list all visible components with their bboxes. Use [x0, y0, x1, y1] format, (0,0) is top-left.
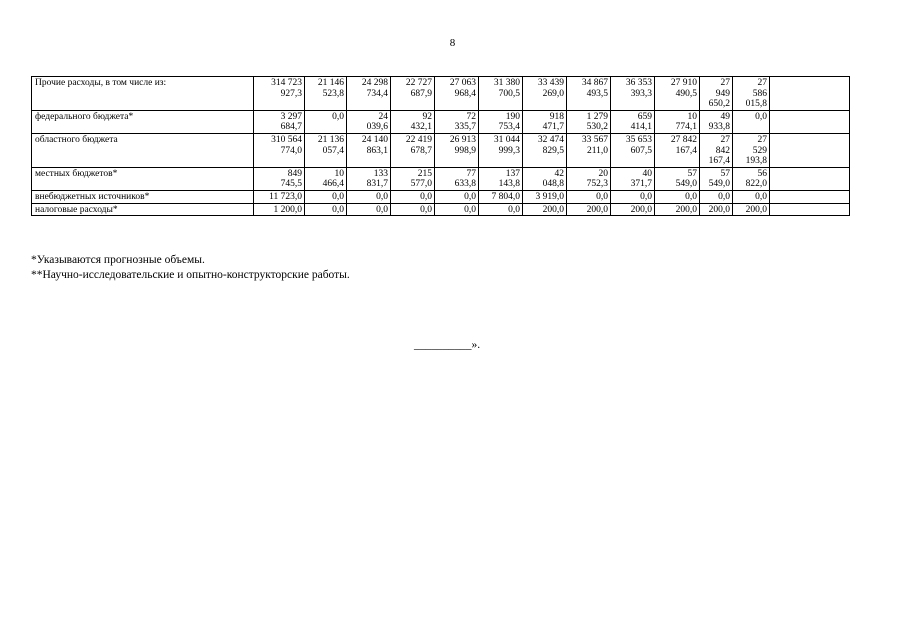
- table-cell: [770, 203, 850, 216]
- table-cell: 26 913 998,9: [435, 133, 479, 167]
- row-label: налоговые расходы*: [32, 203, 254, 216]
- table-cell: 200,0: [733, 203, 770, 216]
- table-cell: 133 831,7: [347, 167, 391, 190]
- row-label: областного бюджета: [32, 133, 254, 167]
- table-cell: 0,0: [700, 190, 733, 203]
- closing-mark: __________».: [414, 339, 481, 351]
- table-cell: 0,0: [391, 203, 435, 216]
- table-cell: 200,0: [655, 203, 700, 216]
- table-cell: 849 745,5: [254, 167, 305, 190]
- table-cell: [770, 190, 850, 203]
- table-cell: 22 419 678,7: [391, 133, 435, 167]
- table-cell: 92 432,1: [391, 110, 435, 133]
- table-cell: 0,0: [567, 190, 611, 203]
- table-cell: 200,0: [700, 203, 733, 216]
- table-cell: 31 380 700,5: [479, 77, 523, 111]
- table-cell: [770, 167, 850, 190]
- table-cell: 0,0: [305, 203, 347, 216]
- table-cell: 0,0: [435, 190, 479, 203]
- table-cell: 200,0: [567, 203, 611, 216]
- table-row: [32, 110, 850, 133]
- table-cell: 24 140 863,1: [347, 133, 391, 167]
- table-cell: 21 146 523,8: [305, 77, 347, 111]
- table-cell: 0,0: [347, 203, 391, 216]
- table-cell: 0,0: [391, 190, 435, 203]
- table-cell: 0,0: [733, 190, 770, 203]
- table-cell: 42 048,8: [523, 167, 567, 190]
- table-cell: 27 842 167,4: [655, 133, 700, 167]
- table-cell: 72 335,7: [435, 110, 479, 133]
- table-cell: 314 723 927,3: [254, 77, 305, 111]
- table-cell: 33 567 211,0: [567, 133, 611, 167]
- table-cell: 24 039,6: [347, 110, 391, 133]
- table-cell: 310 564 774,0: [254, 133, 305, 167]
- row-label: внебюджетных источников*: [32, 190, 254, 203]
- table-cell: 0,0: [733, 110, 770, 133]
- table-cell: 27 842 167,4: [700, 133, 733, 167]
- table-cell: 24 298 734,4: [347, 77, 391, 111]
- footnote-rnd: **Научно-исследовательские и опытно-конструкторские работы.: [31, 269, 350, 281]
- table-cell: 34 867 493,5: [567, 77, 611, 111]
- table-cell: 49 933,8: [700, 110, 733, 133]
- table-cell: 27 063 968,4: [435, 77, 479, 111]
- table-cell: 27 529 193,8: [733, 133, 770, 167]
- table-cell: 32 474 829,5: [523, 133, 567, 167]
- table-cell: 27 949 650,2: [700, 77, 733, 111]
- table-cell: 22 727 687,9: [391, 77, 435, 111]
- row-label: Прочие расходы, в том числе из:: [32, 77, 254, 111]
- budget-table: [31, 76, 850, 216]
- table-cell: 77 633,8: [435, 167, 479, 190]
- table-cell: 0,0: [435, 203, 479, 216]
- table-cell: 57 549,0: [700, 167, 733, 190]
- table-cell: 0,0: [347, 190, 391, 203]
- table-row: [32, 133, 850, 167]
- table-cell: 3 919,0: [523, 190, 567, 203]
- table-cell: 200,0: [611, 203, 655, 216]
- table-cell: 137 143,8: [479, 167, 523, 190]
- table-cell: 659 414,1: [611, 110, 655, 133]
- table-cell: 3 297 684,7: [254, 110, 305, 133]
- table-cell: 0,0: [655, 190, 700, 203]
- table-cell: 57 549,0: [655, 167, 700, 190]
- footnote-forecast: *Указываются прогнозные объемы.: [31, 254, 205, 266]
- table-cell: 36 353 393,3: [611, 77, 655, 111]
- table-cell: 200,0: [523, 203, 567, 216]
- table-cell: 27 910 490,5: [655, 77, 700, 111]
- table-cell: 56 822,0: [733, 167, 770, 190]
- table-cell: 1 279 530,2: [567, 110, 611, 133]
- table-cell: [770, 77, 850, 111]
- row-label: федерального бюджета*: [32, 110, 254, 133]
- table-cell: 0,0: [305, 110, 347, 133]
- table-row: [32, 77, 850, 111]
- table-row: [32, 190, 850, 203]
- table-cell: 10 466,4: [305, 167, 347, 190]
- table-cell: 11 723,0: [254, 190, 305, 203]
- table-cell: 10 774,1: [655, 110, 700, 133]
- table-cell: 33 439 269,0: [523, 77, 567, 111]
- table-cell: 215 577,0: [391, 167, 435, 190]
- table-cell: [770, 110, 850, 133]
- table-cell: 918 471,7: [523, 110, 567, 133]
- table-cell: 7 804,0: [479, 190, 523, 203]
- table-cell: 27 586 015,8: [733, 77, 770, 111]
- table-cell: 1 200,0: [254, 203, 305, 216]
- page-number: 8: [449, 37, 456, 49]
- table-cell: 35 653 607,5: [611, 133, 655, 167]
- row-label: местных бюджетов*: [32, 167, 254, 190]
- table-row: [32, 203, 850, 216]
- table-cell: 20 752,3: [567, 167, 611, 190]
- table-cell: 0,0: [305, 190, 347, 203]
- table-cell: 0,0: [479, 203, 523, 216]
- table-cell: 31 044 999,3: [479, 133, 523, 167]
- table-cell: 21 136 057,4: [305, 133, 347, 167]
- table-cell: 0,0: [611, 190, 655, 203]
- table-cell: 40 371,7: [611, 167, 655, 190]
- table-cell: 190 753,4: [479, 110, 523, 133]
- table-row: [32, 167, 850, 190]
- table-cell: [770, 133, 850, 167]
